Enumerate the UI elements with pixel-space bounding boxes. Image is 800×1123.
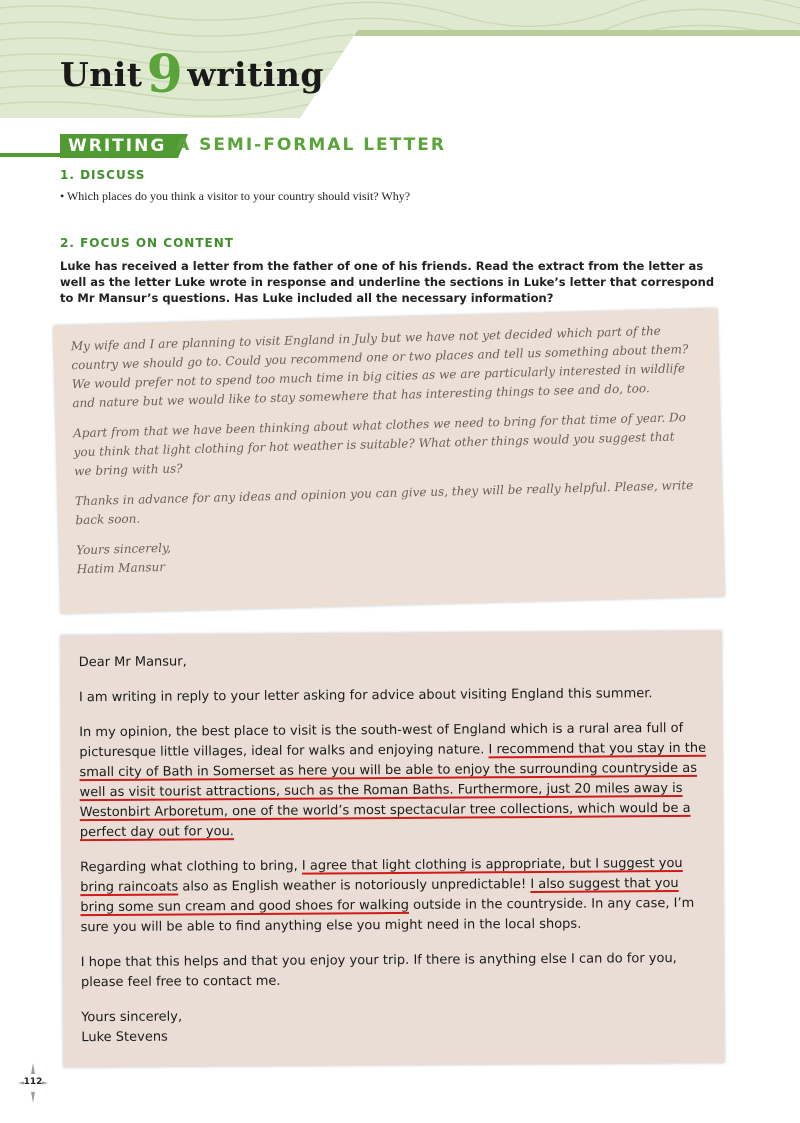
underlined-section: I recommend that you stay in the small city of Bath in Somerset as here you will be able to enjoy the surrounding countryside as well as visit tourist attractions, such as the Roman Baths. Furthermore, just 20 miles away is Westonbirt Arboretum, one of the world’s most spectacular tree collections, which would be a perfect day out for you. [79,740,707,841]
letter2-text: outside in the countryside. In any case, I’m sure you will be able to find anything else you might need in the local shops. [80,895,695,936]
letter2-paragraph [79,719,710,843]
letter1-signature: Hatim Mansur [76,559,166,577]
letter-reply-luke [61,631,725,1068]
letter2-paragraph: I am writing in reply to your letter asking for advice about visiting England this summer. [78,686,653,706]
focus-heading: 2. FOCUS ON CONTENT [60,236,234,250]
page-number-badge [18,1063,48,1103]
section-tag: WRITING [60,134,178,158]
unit-word: Unit [60,55,143,94]
letter2-text: In my opinion, the best place to visit is the south-west of England which is a rural area full of picturesque little villages, ideal for walks and enjoying nature. [79,720,684,761]
unit-title [60,38,324,105]
section-header [0,134,800,160]
letter-extract-mansur [53,308,724,613]
section-rule [0,153,60,157]
unit-number: 9 [146,44,184,105]
letter1-paragraph: Thanks in advance for any ideas and opinion you can give us, they will be really helpful. Please, write back soon. [74,478,694,528]
letter2-greeting: Dear Mr Mansur, [78,654,187,671]
letter2-closing: Yours sincerely, [81,1009,183,1026]
discuss-question: • Which places do you think a visitor to your country should visit? Why? [60,189,411,203]
section-title: A SEMI-FORMAL LETTER [176,135,446,155]
letter2-paragraph [80,854,711,938]
unit-subtitle: writing [187,55,324,94]
underlined-section: I agree that light clothing is appropriate, but I suggest you bring raincoats [80,855,683,896]
letter2-paragraph: I hope that this helps and that you enjoy your trip. If there is anything else I can do for you, please feel free to contact me. [80,951,677,991]
letter2-text: Regarding what clothing to bring, [80,858,302,876]
letter1-paragraph: My wife and I are planning to visit England in July but we have not yet decided which part of the country we should go to. Could you recommend one or two places and tell us something about them? We would prefer not to spend too much time in big cities as we are particularly interested in wildlife and nature but we would like to stay somewhere that has interesting things to see and do, too. [70,323,689,411]
letter1-closing: Yours sincerely, [76,540,172,558]
letter1-paragraph: Apart from that we have been thinking about what clothes we need to bring for that time of year. Do you think that light clothing for hot weather is suitable? What other things would you suggest that we bring with us? [72,410,687,479]
underlined-section: I also suggest that you bring some sun cream and good shoes for walking [80,876,679,916]
discuss-heading: 1. DISCUSS [60,168,146,182]
page-number: 112 [23,1077,43,1087]
page-header [0,0,800,118]
letter2-signature: Luke Stevens [81,1029,168,1046]
letter2-text: also as English weather is notoriously unpredictable! [178,877,531,895]
focus-instructions: Luke has received a letter from the father of one of his friends. Read the extract from the letter as well as the letter Luke wrote in response and underline the sections in Luke’s letter that correspond to Mr Mansur’s questions. Has Luke included all the necessary information? [60,259,715,305]
